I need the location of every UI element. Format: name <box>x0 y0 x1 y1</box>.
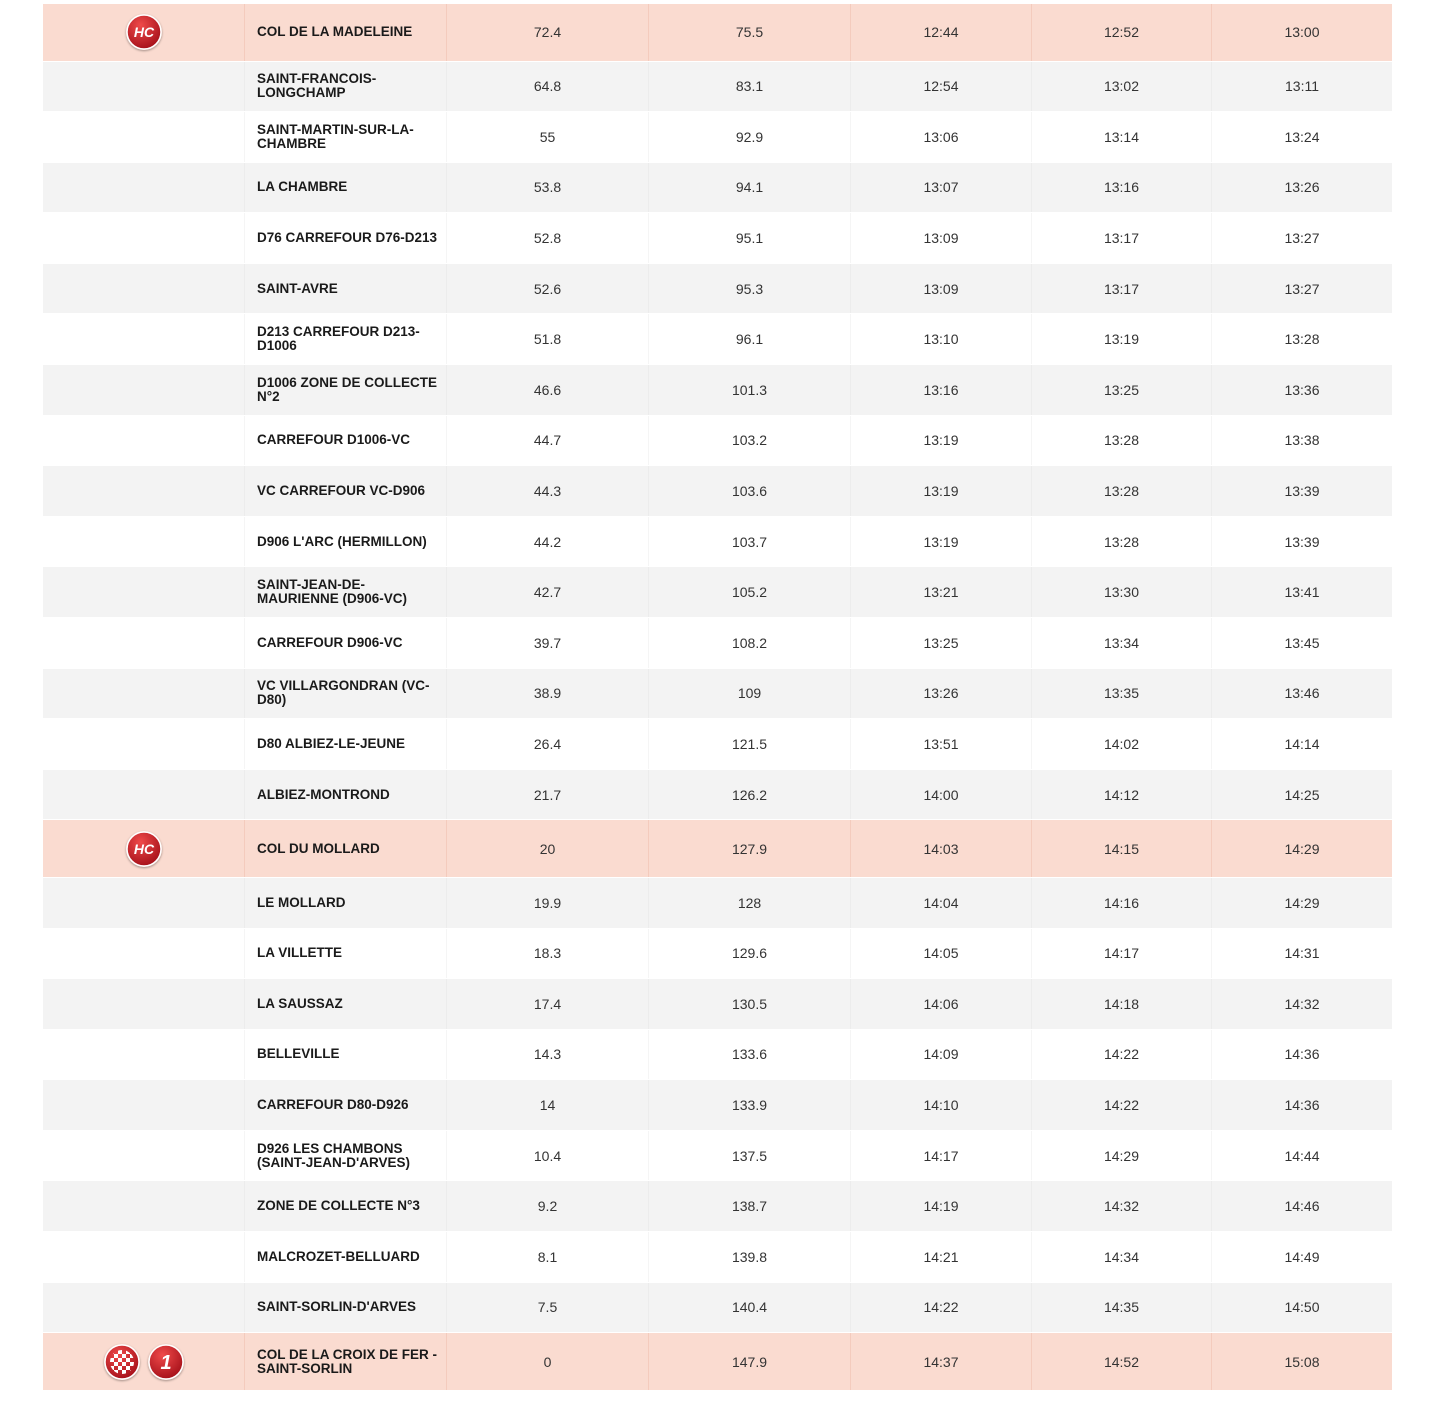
table-row-25 <box>43 1232 1392 1283</box>
km-to-go: 51.8 <box>447 314 649 364</box>
climb-icon-cell <box>43 1080 245 1130</box>
schedule-time-medium: 14:18 <box>1032 979 1212 1029</box>
climb-icon-cell <box>43 517 245 567</box>
schedule-time-slow: 13:00 <box>1284 24 1320 41</box>
schedule-time-medium: 13:25 <box>1032 365 1212 415</box>
schedule-time-slow: 14:46 <box>1284 1198 1320 1215</box>
schedule-time-slow: 13:36 <box>1284 381 1320 398</box>
schedule-time-slow: 13:45 <box>1284 634 1320 651</box>
location-name: LA CHAMBRE <box>245 163 447 213</box>
climb-icon-cell <box>43 466 245 516</box>
km-to-go: 52.8 <box>447 213 649 263</box>
schedule-time-fast: 14:04 <box>851 878 1032 928</box>
climb-icon-cell <box>43 1181 245 1231</box>
schedule-time-fast: 14:09 <box>851 1030 1032 1080</box>
location-name: SAINT-JEAN-DE-MAURIENNE (D906-VC) <box>245 567 447 617</box>
schedule-time-slow: 14:31 <box>1284 945 1320 962</box>
km-to-go: 21.7 <box>447 770 649 820</box>
km-to-go: 7.5 <box>447 1283 649 1333</box>
schedule-time-slow: 13:27 <box>1284 230 1320 247</box>
table-row-2 <box>43 62 1392 113</box>
schedule-time-fast: 13:09 <box>851 213 1032 263</box>
schedule-time-medium: 13:28 <box>1032 416 1212 466</box>
table-row-8 <box>43 365 1392 416</box>
table-row-17 <box>43 820 1392 878</box>
hc-icon <box>126 831 162 867</box>
schedule-time-medium: 13:28 <box>1032 466 1212 516</box>
climb-icon-cell <box>43 163 245 213</box>
schedule-time-slow: 14:14 <box>1284 736 1320 753</box>
table-row-10 <box>43 466 1392 517</box>
schedule-time-slow: 14:36 <box>1284 1046 1320 1063</box>
km-done: 96.1 <box>649 314 851 364</box>
km-done: 129.6 <box>649 929 851 979</box>
km-done: 95.1 <box>649 213 851 263</box>
schedule-time-fast: 14:37 <box>851 1333 1032 1390</box>
climb-icon-cell <box>43 365 245 415</box>
location-name: VC CARREFOUR VC-D906 <box>245 466 447 516</box>
location-name: MALCROZET-BELLUARD <box>245 1232 447 1282</box>
schedule-time-fast: 13:19 <box>851 416 1032 466</box>
schedule-time-fast: 14:05 <box>851 929 1032 979</box>
table-row-6 <box>43 264 1392 315</box>
schedule-time-fast: 13:26 <box>851 669 1032 719</box>
location-name: CARREFOUR D906-VC <box>245 618 447 668</box>
schedule-time-fast: 13:07 <box>851 163 1032 213</box>
location-name: VC VILLARGONDRAN (VC-D80) <box>245 669 447 719</box>
location-name: LE MOLLARD <box>245 878 447 928</box>
table-row-23 <box>43 1131 1392 1182</box>
schedule-time-fast: 12:44 <box>851 4 1032 61</box>
table-row-4 <box>43 163 1392 214</box>
climb-icon-cell <box>43 719 245 769</box>
location-name: D906 L'ARC (HERMILLON) <box>245 517 447 567</box>
km-done: 133.6 <box>649 1030 851 1080</box>
location-name: SAINT-AVRE <box>245 264 447 314</box>
schedule-time-fast: 14:06 <box>851 979 1032 1029</box>
itinerary-table <box>43 4 1392 1391</box>
km-done: 140.4 <box>649 1283 851 1333</box>
schedule-time-fast: 14:10 <box>851 1080 1032 1130</box>
km-done: 103.2 <box>649 416 851 466</box>
km-done: 92.9 <box>649 112 851 162</box>
km-done: 128 <box>649 878 851 928</box>
schedule-time-medium: 14:29 <box>1032 1131 1212 1181</box>
km-done: 103.6 <box>649 466 851 516</box>
km-done: 121.5 <box>649 719 851 769</box>
schedule-time-fast: 13:06 <box>851 112 1032 162</box>
km-to-go: 46.6 <box>447 365 649 415</box>
table-row-19 <box>43 929 1392 980</box>
svg-text:HC: HC <box>133 840 154 857</box>
table-row-12 <box>43 567 1392 618</box>
km-to-go: 72.4 <box>447 4 649 61</box>
schedule-time-slow: 14:29 <box>1284 840 1320 857</box>
location-name: D76 CARREFOUR D76-D213 <box>245 213 447 263</box>
location-name: D926 LES CHAMBONS (SAINT-JEAN-D'ARVES) <box>245 1131 447 1181</box>
schedule-time-fast: 14:00 <box>851 770 1032 820</box>
location-name: COL DE LA MADELEINE <box>245 4 447 61</box>
schedule-time-medium: 13:30 <box>1032 567 1212 617</box>
schedule-time-medium: 13:17 <box>1032 213 1212 263</box>
schedule-time-medium: 14:16 <box>1032 878 1212 928</box>
km-done: 133.9 <box>649 1080 851 1130</box>
table-row-16 <box>43 770 1392 821</box>
km-to-go: 64.8 <box>447 62 649 112</box>
km-to-go: 38.9 <box>447 669 649 719</box>
km-to-go: 42.7 <box>447 567 649 617</box>
schedule-time-slow: 13:28 <box>1284 331 1320 348</box>
table-row-20 <box>43 979 1392 1030</box>
table-row-22 <box>43 1080 1392 1131</box>
schedule-time-medium: 13:19 <box>1032 314 1212 364</box>
km-to-go: 52.6 <box>447 264 649 314</box>
climb-icon-cell <box>43 1333 245 1390</box>
schedule-time-slow: 13:41 <box>1284 584 1320 601</box>
schedule-time-medium: 13:17 <box>1032 264 1212 314</box>
schedule-time-medium: 14:35 <box>1032 1283 1212 1333</box>
schedule-time-medium: 14:17 <box>1032 929 1212 979</box>
location-name: CARREFOUR D1006-VC <box>245 416 447 466</box>
km-to-go: 44.2 <box>447 517 649 567</box>
schedule-time-fast: 13:10 <box>851 314 1032 364</box>
schedule-time-slow: 14:36 <box>1284 1097 1320 1114</box>
km-to-go: 53.8 <box>447 163 649 213</box>
km-to-go: 0 <box>447 1333 649 1390</box>
schedule-time-slow: 15:08 <box>1284 1353 1320 1370</box>
km-done: 126.2 <box>649 770 851 820</box>
km-to-go: 26.4 <box>447 719 649 769</box>
climb-icon-cell <box>43 820 245 877</box>
climb-icon-cell <box>43 929 245 979</box>
schedule-time-medium: 14:52 <box>1032 1333 1212 1390</box>
km-done: 109 <box>649 669 851 719</box>
table-row-21 <box>43 1030 1392 1081</box>
schedule-time-slow: 13:24 <box>1284 128 1320 145</box>
table-row-1 <box>43 4 1392 62</box>
table-row-24 <box>43 1181 1392 1232</box>
km-to-go: 44.7 <box>447 416 649 466</box>
schedule-time-fast: 13:21 <box>851 567 1032 617</box>
schedule-time-fast: 13:19 <box>851 466 1032 516</box>
km-done: 108.2 <box>649 618 851 668</box>
location-name: D1006 ZONE DE COLLECTE N°2 <box>245 365 447 415</box>
km-done: 137.5 <box>649 1131 851 1181</box>
schedule-time-medium: 14:02 <box>1032 719 1212 769</box>
table-row-11 <box>43 517 1392 568</box>
climb-icon-cell <box>43 979 245 1029</box>
schedule-time-slow: 14:50 <box>1284 1299 1320 1316</box>
km-done: 105.2 <box>649 567 851 617</box>
climb-icon-cell <box>43 314 245 364</box>
schedule-time-slow: 13:39 <box>1284 483 1320 500</box>
schedule-time-fast: 13:51 <box>851 719 1032 769</box>
climb-icon-cell <box>43 1030 245 1080</box>
schedule-time-fast: 12:54 <box>851 62 1032 112</box>
km-done: 127.9 <box>649 820 851 877</box>
schedule-time-fast: 14:19 <box>851 1181 1032 1231</box>
table-row-15 <box>43 719 1392 770</box>
svg-text:1: 1 <box>159 1351 172 1374</box>
schedule-time-slow: 13:26 <box>1284 179 1320 196</box>
schedule-time-slow: 14:25 <box>1284 786 1320 803</box>
schedule-time-medium: 13:35 <box>1032 669 1212 719</box>
location-name: COL DE LA CROIX DE FER - SAINT-SORLIN <box>245 1333 447 1390</box>
schedule-time-fast: 14:21 <box>851 1232 1032 1282</box>
schedule-time-medium: 14:22 <box>1032 1030 1212 1080</box>
km-done: 94.1 <box>649 163 851 213</box>
location-name: SAINT-MARTIN-SUR-LA-CHAMBRE <box>245 112 447 162</box>
schedule-time-fast: 14:03 <box>851 820 1032 877</box>
location-name: ZONE DE COLLECTE N°3 <box>245 1181 447 1231</box>
schedule-time-medium: 13:16 <box>1032 163 1212 213</box>
climb-icon-cell <box>43 112 245 162</box>
location-name: CARREFOUR D80-D926 <box>245 1080 447 1130</box>
km-to-go: 9.2 <box>447 1181 649 1231</box>
location-name: SAINT-SORLIN-D'ARVES <box>245 1283 447 1333</box>
climb-icon-cell <box>43 878 245 928</box>
km-done: 130.5 <box>649 979 851 1029</box>
climb-icon-cell <box>43 4 245 61</box>
climb-icon-cell <box>43 62 245 112</box>
schedule-time-slow: 14:29 <box>1284 894 1320 911</box>
schedule-time-fast: 13:19 <box>851 517 1032 567</box>
table-row-13 <box>43 618 1392 669</box>
climb-icon-cell <box>43 1283 245 1333</box>
km-to-go: 17.4 <box>447 979 649 1029</box>
km-to-go: 8.1 <box>447 1232 649 1282</box>
finish-flag-icon <box>104 1344 140 1380</box>
schedule-time-slow: 13:38 <box>1284 432 1320 449</box>
km-done: 101.3 <box>649 365 851 415</box>
table-row-18 <box>43 878 1392 929</box>
km-done: 138.7 <box>649 1181 851 1231</box>
climb-icon-cell <box>43 1131 245 1181</box>
table-row-26 <box>43 1283 1392 1334</box>
table-row-14 <box>43 669 1392 720</box>
schedule-time-medium: 13:14 <box>1032 112 1212 162</box>
schedule-time-slow: 13:46 <box>1284 685 1320 702</box>
table-row-5 <box>43 213 1392 264</box>
schedule-time-slow: 13:39 <box>1284 533 1320 550</box>
table-row-3 <box>43 112 1392 163</box>
km-to-go: 18.3 <box>447 929 649 979</box>
km-to-go: 55 <box>447 112 649 162</box>
schedule-time-slow: 13:27 <box>1284 280 1320 297</box>
schedule-time-fast: 13:25 <box>851 618 1032 668</box>
table-row-9 <box>43 416 1392 467</box>
climb-icon-cell <box>43 264 245 314</box>
km-done: 147.9 <box>649 1333 851 1390</box>
schedule-time-medium: 14:12 <box>1032 770 1212 820</box>
km-to-go: 14 <box>447 1080 649 1130</box>
location-name: D80 ALBIEZ-LE-JEUNE <box>245 719 447 769</box>
schedule-time-fast: 13:16 <box>851 365 1032 415</box>
location-name: COL DU MOLLARD <box>245 820 447 877</box>
schedule-time-medium: 13:28 <box>1032 517 1212 567</box>
km-to-go: 39.7 <box>447 618 649 668</box>
km-to-go: 44.3 <box>447 466 649 516</box>
location-name: LA VILLETTE <box>245 929 447 979</box>
cat1-icon <box>148 1344 184 1380</box>
table-row-27 <box>43 1333 1392 1391</box>
km-done: 75.5 <box>649 4 851 61</box>
climb-icon-cell <box>43 1232 245 1282</box>
schedule-time-slow: 14:44 <box>1284 1147 1320 1164</box>
schedule-time-medium: 14:34 <box>1032 1232 1212 1282</box>
km-to-go: 10.4 <box>447 1131 649 1181</box>
schedule-time-medium: 12:52 <box>1032 4 1212 61</box>
location-name: SAINT-FRANCOIS-LONGCHAMP <box>245 62 447 112</box>
km-done: 95.3 <box>649 264 851 314</box>
table-row-7 <box>43 314 1392 365</box>
km-done: 103.7 <box>649 517 851 567</box>
climb-icon-cell <box>43 618 245 668</box>
climb-icon-cell <box>43 567 245 617</box>
schedule-time-slow: 14:32 <box>1284 995 1320 1012</box>
km-to-go: 14.3 <box>447 1030 649 1080</box>
schedule-time-fast: 14:22 <box>851 1283 1032 1333</box>
climb-icon-cell <box>43 770 245 820</box>
km-to-go: 20 <box>447 820 649 877</box>
km-done: 139.8 <box>649 1232 851 1282</box>
schedule-time-medium: 14:22 <box>1032 1080 1212 1130</box>
location-name: LA SAUSSAZ <box>245 979 447 1029</box>
hc-icon <box>126 14 162 50</box>
schedule-time-fast: 14:17 <box>851 1131 1032 1181</box>
schedule-time-fast: 13:09 <box>851 264 1032 314</box>
climb-icon-cell <box>43 213 245 263</box>
km-to-go: 19.9 <box>447 878 649 928</box>
km-done: 83.1 <box>649 62 851 112</box>
location-name: ALBIEZ-MONTROND <box>245 770 447 820</box>
schedule-time-slow: 14:49 <box>1284 1248 1320 1265</box>
schedule-time-medium: 13:34 <box>1032 618 1212 668</box>
schedule-time-medium: 14:32 <box>1032 1181 1212 1231</box>
svg-text:HC: HC <box>133 24 154 41</box>
schedule-time-slow: 13:11 <box>1285 78 1319 95</box>
schedule-time-medium: 14:15 <box>1032 820 1212 877</box>
schedule-time-medium: 13:02 <box>1032 62 1212 112</box>
location-name: BELLEVILLE <box>245 1030 447 1080</box>
climb-icon-cell <box>43 416 245 466</box>
location-name: D213 CARREFOUR D213-D1006 <box>245 314 447 364</box>
climb-icon-cell <box>43 669 245 719</box>
